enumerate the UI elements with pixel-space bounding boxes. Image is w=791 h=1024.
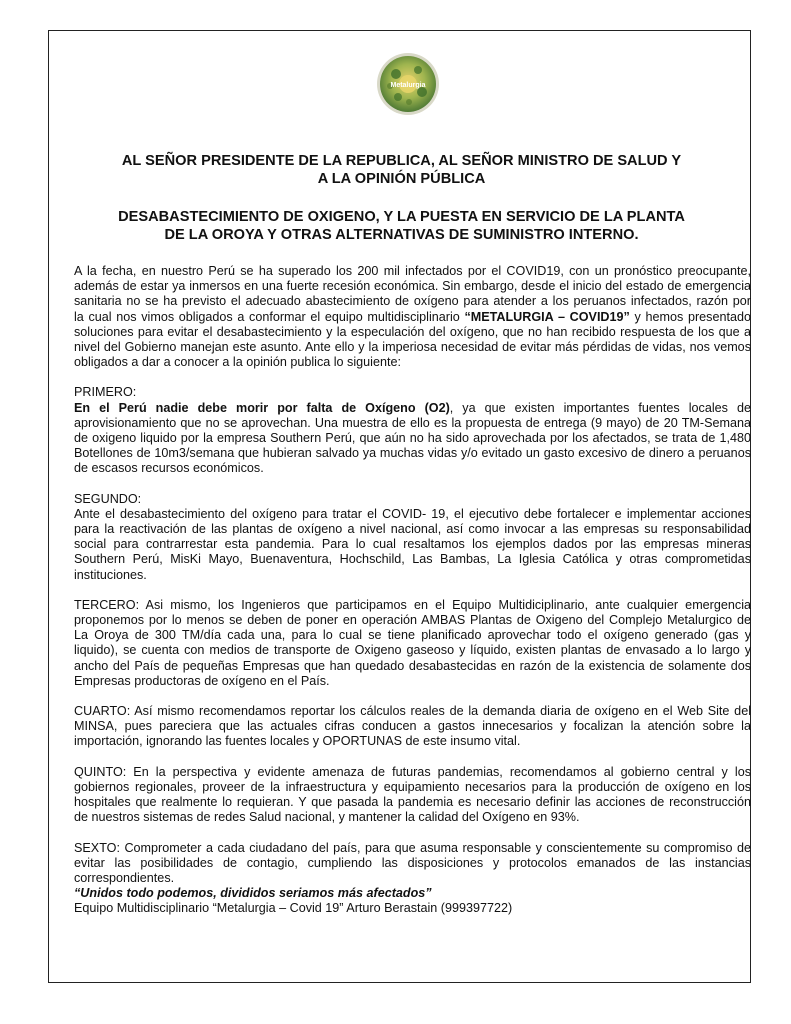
tercero-line: TERCERO: Asi mismo, los Ingenieros que participamos en el Equipo Multidiciplinario, ante cualquier emergencia <box>74 597 751 612</box>
svg-text:Metalurgia: Metalurgia <box>390 82 426 89</box>
quinto-line: QUINTO: En la perspectiva y evidente amenaza de futuras pandemias, recomendamos al gobierno central y los <box>74 764 751 779</box>
subject-heading-line-1: DESABASTECIMIENTO DE OXIGENO, Y LA PUESTA EN SERVICIO DE LA PLANTA <box>118 209 685 225</box>
cuarto-line: MINSA, pues pareciera que las actuales cifras conducen a gastos innecesarios y focalizan la atención sobre la <box>74 719 751 734</box>
signature-line: Equipo Multidisciplinario “Metalurgia – Covid 19” Arturo Berastain (999397722) <box>74 901 513 916</box>
intro-line: sanitaria no se ha previsto el adecuado abastecimiento de oxígeno para atender a los peruanos infectados, razón por <box>74 294 751 309</box>
primero-line: aprovisionamiento que no se aprovechan. Una muestra de ello es la propuesta de entrega (9 mayo) de 20 TM-Semana <box>74 415 751 430</box>
cuarto-line: CUARTO: Así mismo recomendamos reportar los cálculos reales de la demanda diaria de oxígeno en el Web Site del <box>74 704 751 719</box>
quinto-line: hospitales que realmente lo requieran. Y que pasada la pandemia es necesario definir las acciones de reconstrucción <box>74 795 751 810</box>
subject-heading <box>60 208 743 244</box>
primero-paragraph <box>74 385 751 476</box>
primero-label: PRIMERO: <box>74 385 137 400</box>
subject-heading-line-2: DE LA OROYA Y OTRAS ALTERNATIVAS DE SUMINISTRO INTERNO. <box>164 227 639 243</box>
intro-text: y hemos presentado <box>629 309 751 324</box>
segundo-line: instituciones. <box>74 567 147 582</box>
primero-emphasis: En el Perú nadie debe morir por falta de Oxígeno (O2) <box>74 400 450 415</box>
metalurgia-covid-logo <box>376 52 440 116</box>
segundo-label: SEGUNDO: <box>74 491 142 506</box>
intro-line: además de estar ya inmersos en una fuerte recesión económica. Sin embargo, desde el inicio del estado de emergencia <box>74 279 751 294</box>
primero-line: de escasos recursos económicos. <box>74 461 264 476</box>
tercero-line: ancho del País de pequeñas Empresas que han quedado desabastecidas en razón de la existencia de solamente dos <box>74 658 751 673</box>
tercero-paragraph <box>74 598 751 689</box>
segundo-line: social para contrarrestar esta pandemia. Para lo cual resaltamos los ejemplos dados por las empresas mineras <box>74 537 751 552</box>
segundo-line: Ante el desabastecimiento del oxígeno para tratar el COVID- 19, el ejecutivo debe fortalecer e implementar acciones <box>74 506 751 521</box>
intro-line: obligados a dar a conocer a la opinión publica lo siguiente: <box>74 355 401 370</box>
sexto-line: correspondientes. <box>74 870 175 885</box>
primero-line: de oxigeno liquido por la empresa Southern Perú, que aún no ha sido aprovechada por los afectados, se trata de 1,480 <box>74 431 751 446</box>
segundo-paragraph <box>74 492 751 583</box>
primero-line <box>74 401 751 416</box>
closing-motto: “Unidos todo podemos, divididos seriamos más afectados” <box>74 886 432 901</box>
segundo-line: Southern Perú, MisKi Mayo, Buenaventura, Hochschild, Las Bambas, La Iglesia Católica y otras comprometidas <box>74 552 751 567</box>
letter-body <box>74 264 751 917</box>
intro-line: soluciones para evitar el desabastecimiento y la especulación del oxígeno, que no han recibido respuesta de los que a <box>74 324 751 339</box>
sexto-line: evitar las posibilidades de contagio, cumpliendo las disposiciones y protocolos emanados de las instancias <box>74 855 751 870</box>
addressee-heading <box>60 152 743 188</box>
tercero-line: proponemos por lo menos se deben de poner en operación AMBAS Plantas de Oxigeno del Complejo Metalurgico de <box>74 613 751 628</box>
segundo-line: para la reactivación de las plantas de oxígeno a nivel nacional, así como invocar a las empresas su responsabilidad <box>74 522 751 537</box>
tercero-line: La Oroya de 300 TM/día cada una, para lo cual se tiene planificado aprovechar todo el oxígeno generado (gas y <box>74 628 751 643</box>
addressee-heading-line-1: AL SEÑOR PRESIDENTE DE LA REPUBLICA, AL SEÑOR MINISTRO DE SALUD Y <box>121 153 682 169</box>
intro-line: A la fecha, en nuestro Perú se ha superado los 200 mil infectados por el COVID19, con un pronóstico preocupante, <box>74 264 751 278</box>
quinto-line: gobiernos regionales, proveer de la infraestructura y equipamiento necesarios para la producción de oxígeno en los <box>74 779 751 794</box>
primero-text: , ya que existen importantes fuentes locales de <box>449 400 751 415</box>
intro-line <box>74 310 751 325</box>
intro-paragraph <box>74 264 751 370</box>
cuarto-paragraph <box>74 704 751 750</box>
cuarto-line: importación, ignorando las fuentes locales y OPORTUNAS de este insumo vital. <box>74 734 521 749</box>
team-name: “METALURGIA – COVID19” <box>464 309 630 324</box>
tercero-line: Empresas productoras de oxígeno en el País. <box>74 673 330 688</box>
quinto-paragraph <box>74 765 751 826</box>
intro-text: la cual nos vimos obligados a conformar el equipo multidisciplinario <box>74 309 465 324</box>
sexto-paragraph <box>74 841 751 887</box>
primero-line: Botellones de 10m3/semana que hubieran salvado ya muchas vidas y/o evitado un gasto excesivo de dinero a peruanos <box>74 446 751 461</box>
addressee-heading-line-2: A LA OPINIÓN PÚBLICA <box>317 171 486 187</box>
quinto-line: de nuestros sistemas de redes Salud nacional, y mantener la calidad del Oxígeno en 93%. <box>74 810 580 825</box>
intro-line: nivel del Gobierno manejan este asunto. Ante ello y la imperiosa necesidad de evitar más pérdidas de vidas, nos vemos <box>74 340 751 355</box>
sexto-line: SEXTO: Comprometer a cada ciudadano del país, para que asuma responsable y conscientemente su compromiso de <box>74 840 751 855</box>
tercero-line: liquido), se cuenta con medios de transporte de Oxigeno gaseoso y líquido, existen plantas de envasado a lo largo y <box>74 643 751 658</box>
